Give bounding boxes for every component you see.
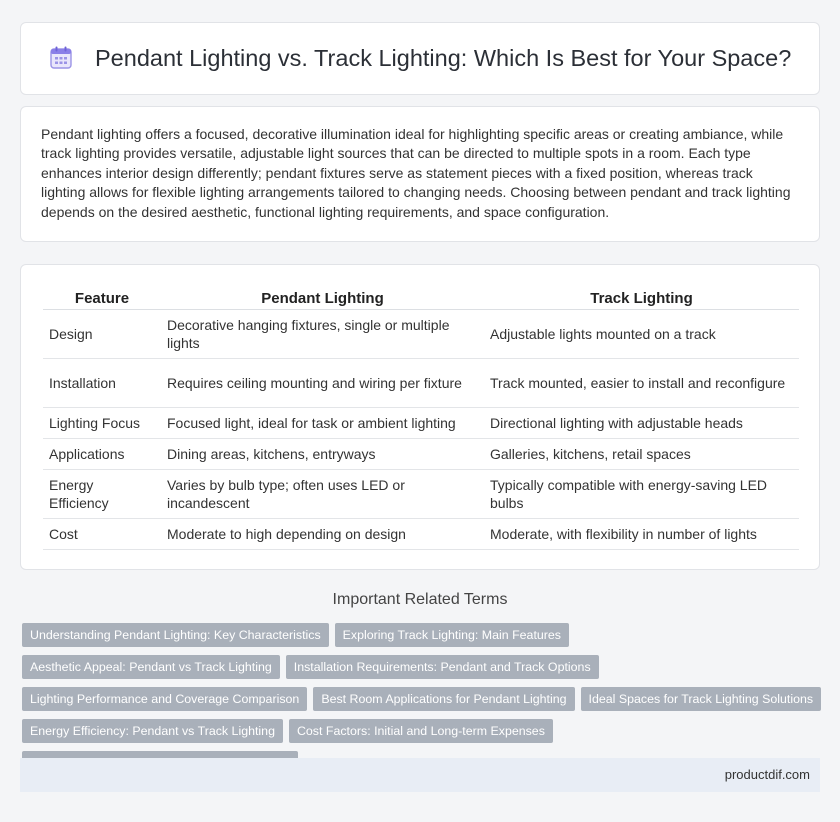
track-cell: Galleries, kitchens, retail spaces: [484, 438, 799, 469]
pendant-cell: Moderate to high depending on design: [161, 518, 484, 549]
footer-site-link[interactable]: productdif.com: [724, 767, 810, 782]
track-cell: Directional lighting with adjustable heads: [484, 407, 799, 438]
track-cell: Moderate, with flexibility in number of lights: [484, 518, 799, 549]
table-row: [43, 438, 799, 469]
feature-cell: Energy Efficiency: [43, 469, 161, 518]
pendant-cell: Focused light, ideal for task or ambient lighting: [161, 407, 484, 438]
intro-paragraph: Pendant lighting offers a focused, decorative illumination ideal for highlighting specific areas or creating ambiance, while track lighting provides versatile, adjustable light sources that can be directed to multiple spots in a room. Each type enhances interior design differently; pendant fixtures serve as statement pieces with a fixed position, whereas track lighting allows for flexible lighting arrangements tailored to changing needs. Choosing between pendant and track lighting depends on the desired aesthetic, functional lighting requirements, and space configuration.: [41, 126, 791, 220]
intro-card: [20, 106, 820, 242]
track-cell: Typically compatible with energy-saving LED bulbs: [484, 469, 799, 518]
table-row: [43, 518, 799, 549]
comparison-table-card: [20, 264, 820, 570]
pendant-cell: Dining areas, kitchens, entryways: [161, 438, 484, 469]
footer: [20, 758, 820, 792]
table-row: [43, 407, 799, 438]
feature-cell: Installation: [43, 358, 161, 407]
header-feature: Feature: [43, 282, 161, 309]
related-term-tag[interactable]: Exploring Track Lighting: Main Features: [335, 623, 569, 647]
calendar-icon: [48, 45, 74, 71]
pendant-cell: Decorative hanging fixtures, single or multiple lights: [161, 309, 484, 358]
page-title: Pendant Lighting vs. Track Lighting: Which Is Best for Your Space?: [95, 45, 792, 71]
feature-cell: Design: [43, 309, 161, 358]
header-card: [20, 22, 820, 95]
related-term-tag[interactable]: Best Room Applications for Pendant Lighting: [313, 687, 574, 711]
feature-cell: Applications: [43, 438, 161, 469]
table-row: [43, 469, 799, 518]
related-terms-list: [22, 623, 822, 775]
table-row: [43, 358, 799, 407]
related-term-tag[interactable]: Installation Requirements: Pendant and Track Options: [286, 655, 599, 679]
pendant-cell: Requires ceiling mounting and wiring per fixture: [161, 358, 484, 407]
comparison-table: [43, 282, 799, 550]
table-row: [43, 309, 799, 358]
table-header-row: [43, 282, 799, 309]
feature-cell: Lighting Focus: [43, 407, 161, 438]
related-term-tag[interactable]: Cost Factors: Initial and Long-term Expenses: [289, 719, 553, 743]
related-term-tag[interactable]: Lighting Performance and Coverage Comparison: [22, 687, 307, 711]
pendant-cell: Varies by bulb type; often uses LED or incandescent: [161, 469, 484, 518]
header-pendant: Pendant Lighting: [161, 282, 484, 309]
related-terms-heading: Important Related Terms: [332, 591, 508, 608]
related-term-tag[interactable]: Ideal Spaces for Track Lighting Solutions: [581, 687, 822, 711]
track-cell: Track mounted, easier to install and reconfigure: [484, 358, 799, 407]
related-term-tag[interactable]: Understanding Pendant Lighting: Key Characteristics: [22, 623, 329, 647]
track-cell: Adjustable lights mounted on a track: [484, 309, 799, 358]
related-term-tag[interactable]: Energy Efficiency: Pendant vs Track Lighting: [22, 719, 283, 743]
related-term-tag[interactable]: Aesthetic Appeal: Pendant vs Track Lighting: [22, 655, 280, 679]
feature-cell: Cost: [43, 518, 161, 549]
header-track: Track Lighting: [484, 282, 799, 309]
